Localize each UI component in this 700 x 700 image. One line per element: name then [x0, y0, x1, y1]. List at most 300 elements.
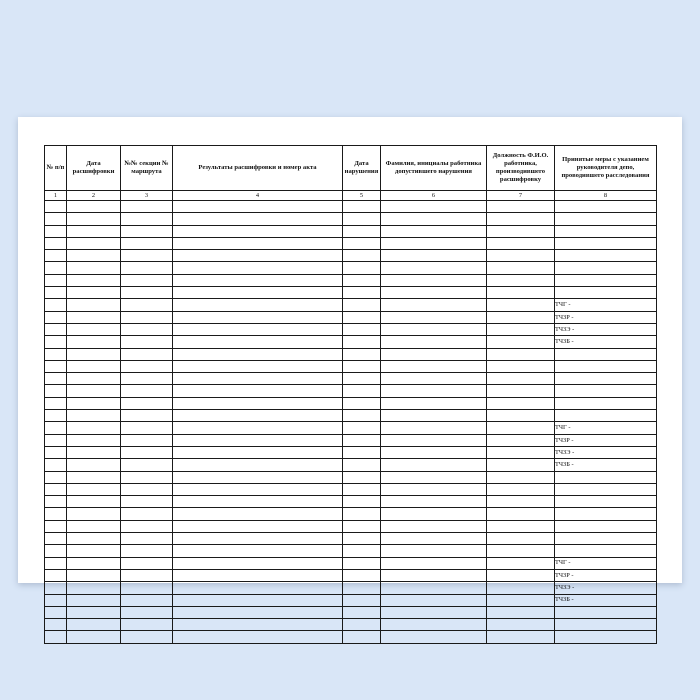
table-cell-r32-c1[interactable]	[45, 582, 67, 594]
table-cell-r7-c5[interactable]	[343, 274, 381, 286]
table-cell-r22-c6[interactable]	[381, 459, 487, 471]
table-cell-r13-c4[interactable]	[173, 348, 343, 360]
table-cell-r36-c8[interactable]	[555, 631, 657, 643]
table-cell-r19-c7[interactable]	[487, 422, 555, 434]
table-cell-r8-c3[interactable]	[121, 287, 173, 299]
table-row	[45, 533, 657, 545]
table-cell-r29-c5[interactable]	[343, 545, 381, 557]
table-cell-r26-c8[interactable]	[555, 508, 657, 520]
table-cell-r19-c1[interactable]	[45, 422, 67, 434]
table-cell-r10-c7[interactable]	[487, 311, 555, 323]
table-cell-r9-c1[interactable]	[45, 299, 67, 311]
table-cell-r1-c3[interactable]	[121, 201, 173, 213]
table-cell-r30-c5[interactable]	[343, 557, 381, 569]
table-cell-r25-c4[interactable]	[173, 496, 343, 508]
table-cell-r36-c1[interactable]	[45, 631, 67, 643]
table-cell-r23-c5[interactable]	[343, 471, 381, 483]
table-cell-filled-r9-c8[interactable]: ТЧГ -	[555, 299, 657, 311]
table-cell-r11-c1[interactable]	[45, 323, 67, 335]
table-cell-r20-c4[interactable]	[173, 434, 343, 446]
table-cell-r11-c2[interactable]	[67, 323, 121, 335]
table-cell-r6-c3[interactable]	[121, 262, 173, 274]
column-header-5: Дата нарушения	[343, 146, 381, 191]
table-cell-filled-r11-c8[interactable]: ТЧЗЭ -	[555, 323, 657, 335]
table-cell-r30-c3[interactable]	[121, 557, 173, 569]
table-cell-r10-c6[interactable]	[381, 311, 487, 323]
table-cell-r12-c4[interactable]	[173, 336, 343, 348]
table-cell-r13-c6[interactable]	[381, 348, 487, 360]
table-cell-r25-c8[interactable]	[555, 496, 657, 508]
table-row	[45, 385, 657, 397]
table-cell-r5-c1[interactable]	[45, 250, 67, 262]
table-cell-r3-c2[interactable]	[67, 225, 121, 237]
table-cell-r10-c5[interactable]	[343, 311, 381, 323]
table-cell-r8-c2[interactable]	[67, 287, 121, 299]
table-cell-r17-c3[interactable]	[121, 397, 173, 409]
table-cell-r15-c2[interactable]	[67, 373, 121, 385]
table-cell-r14-c2[interactable]	[67, 360, 121, 372]
table-cell-filled-r33-c8[interactable]: ТЧЗБ -	[555, 594, 657, 606]
table-cell-r32-c5[interactable]	[343, 582, 381, 594]
table-cell-r10-c2[interactable]	[67, 311, 121, 323]
table-cell-r30-c1[interactable]	[45, 557, 67, 569]
table-cell-filled-r12-c8[interactable]: ТЧЗБ -	[555, 336, 657, 348]
table-cell-r7-c3[interactable]	[121, 274, 173, 286]
table-cell-r17-c7[interactable]	[487, 397, 555, 409]
table-cell-r30-c2[interactable]	[67, 557, 121, 569]
table-cell-r17-c8[interactable]	[555, 397, 657, 409]
table-cell-r21-c2[interactable]	[67, 446, 121, 458]
column-number-2: 2	[67, 191, 121, 201]
table-cell-r25-c1[interactable]	[45, 496, 67, 508]
table-cell-r14-c1[interactable]	[45, 360, 67, 372]
table-cell-r1-c5[interactable]	[343, 201, 381, 213]
table-cell-r36-c3[interactable]	[121, 631, 173, 643]
table-cell-r14-c3[interactable]	[121, 360, 173, 372]
table-cell-r31-c5[interactable]	[343, 569, 381, 581]
table-cell-r12-c6[interactable]	[381, 336, 487, 348]
table-cell-r30-c7[interactable]	[487, 557, 555, 569]
table-cell-r27-c8[interactable]	[555, 520, 657, 532]
table-cell-r28-c4[interactable]	[173, 533, 343, 545]
table-cell-r34-c3[interactable]	[121, 606, 173, 618]
table-cell-r19-c2[interactable]	[67, 422, 121, 434]
table-cell-r35-c6[interactable]	[381, 619, 487, 631]
table-cell-r22-c2[interactable]	[67, 459, 121, 471]
table-cell-r30-c6[interactable]	[381, 557, 487, 569]
table-cell-r13-c2[interactable]	[67, 348, 121, 360]
table-cell-r34-c7[interactable]	[487, 606, 555, 618]
table-cell-r23-c7[interactable]	[487, 471, 555, 483]
table-cell-r23-c6[interactable]	[381, 471, 487, 483]
table-cell-r5-c4[interactable]	[173, 250, 343, 262]
table-cell-r8-c5[interactable]	[343, 287, 381, 299]
table-cell-r4-c2[interactable]	[67, 237, 121, 249]
table-cell-filled-r30-c8[interactable]: ТЧГ -	[555, 557, 657, 569]
table-cell-r5-c8[interactable]	[555, 250, 657, 262]
table-cell-r9-c7[interactable]	[487, 299, 555, 311]
table-cell-r26-c4[interactable]	[173, 508, 343, 520]
table-cell-r28-c7[interactable]	[487, 533, 555, 545]
table-cell-r36-c6[interactable]	[381, 631, 487, 643]
table-cell-r21-c4[interactable]	[173, 446, 343, 458]
table-cell-r6-c5[interactable]	[343, 262, 381, 274]
table-cell-r12-c7[interactable]	[487, 336, 555, 348]
table-cell-r27-c1[interactable]	[45, 520, 67, 532]
table-cell-r6-c2[interactable]	[67, 262, 121, 274]
table-cell-r33-c3[interactable]	[121, 594, 173, 606]
table-cell-r29-c8[interactable]	[555, 545, 657, 557]
table-cell-r16-c8[interactable]	[555, 385, 657, 397]
table-cell-r28-c6[interactable]	[381, 533, 487, 545]
table-cell-r4-c5[interactable]	[343, 237, 381, 249]
table-cell-r19-c5[interactable]	[343, 422, 381, 434]
table-cell-r35-c2[interactable]	[67, 619, 121, 631]
table-cell-r25-c5[interactable]	[343, 496, 381, 508]
table-cell-r9-c5[interactable]	[343, 299, 381, 311]
table-cell-r11-c4[interactable]	[173, 323, 343, 335]
table-cell-r24-c7[interactable]	[487, 483, 555, 495]
table-cell-r15-c6[interactable]	[381, 373, 487, 385]
table-cell-r18-c2[interactable]	[67, 410, 121, 422]
table-cell-r1-c4[interactable]	[173, 201, 343, 213]
table-cell-r7-c4[interactable]	[173, 274, 343, 286]
table-cell-r25-c7[interactable]	[487, 496, 555, 508]
table-cell-r33-c5[interactable]	[343, 594, 381, 606]
table-cell-filled-r21-c8[interactable]: ТЧЗЭ -	[555, 446, 657, 458]
table-cell-r18-c7[interactable]	[487, 410, 555, 422]
table-cell-r16-c3[interactable]	[121, 385, 173, 397]
table-cell-r3-c1[interactable]	[45, 225, 67, 237]
table-cell-r30-c4[interactable]	[173, 557, 343, 569]
table-cell-r24-c5[interactable]	[343, 483, 381, 495]
table-cell-r34-c1[interactable]	[45, 606, 67, 618]
table-cell-r23-c2[interactable]	[67, 471, 121, 483]
table-cell-r22-c5[interactable]	[343, 459, 381, 471]
table-cell-r16-c5[interactable]	[343, 385, 381, 397]
table-cell-r34-c8[interactable]	[555, 606, 657, 618]
table-cell-r22-c4[interactable]	[173, 459, 343, 471]
table-cell-r27-c6[interactable]	[381, 520, 487, 532]
table-cell-r23-c1[interactable]	[45, 471, 67, 483]
table-cell-r29-c1[interactable]	[45, 545, 67, 557]
table-cell-r20-c6[interactable]	[381, 434, 487, 446]
table-cell-r24-c3[interactable]	[121, 483, 173, 495]
table-cell-r4-c8[interactable]	[555, 237, 657, 249]
table-cell-r8-c7[interactable]	[487, 287, 555, 299]
table-cell-r23-c3[interactable]	[121, 471, 173, 483]
table-cell-r12-c3[interactable]	[121, 336, 173, 348]
table-cell-r11-c3[interactable]	[121, 323, 173, 335]
table-cell-filled-r19-c8[interactable]: ТЧГ -	[555, 422, 657, 434]
table-cell-r15-c4[interactable]	[173, 373, 343, 385]
table-cell-r20-c1[interactable]	[45, 434, 67, 446]
table-cell-r1-c2[interactable]	[67, 201, 121, 213]
table-cell-r16-c6[interactable]	[381, 385, 487, 397]
table-cell-r28-c1[interactable]	[45, 533, 67, 545]
table-cell-r20-c2[interactable]	[67, 434, 121, 446]
table-cell-r13-c7[interactable]	[487, 348, 555, 360]
table-cell-r36-c4[interactable]	[173, 631, 343, 643]
table-cell-r6-c4[interactable]	[173, 262, 343, 274]
table-cell-r3-c3[interactable]	[121, 225, 173, 237]
table-cell-r17-c2[interactable]	[67, 397, 121, 409]
table-cell-r23-c8[interactable]	[555, 471, 657, 483]
table-cell-r14-c6[interactable]	[381, 360, 487, 372]
table-cell-r29-c3[interactable]	[121, 545, 173, 557]
table-cell-r27-c5[interactable]	[343, 520, 381, 532]
table-cell-r14-c5[interactable]	[343, 360, 381, 372]
table-cell-r24-c6[interactable]	[381, 483, 487, 495]
table-cell-filled-r32-c8[interactable]: ТЧЗЭ -	[555, 582, 657, 594]
table-cell-r28-c2[interactable]	[67, 533, 121, 545]
table-cell-r29-c2[interactable]	[67, 545, 121, 557]
table-cell-r27-c3[interactable]	[121, 520, 173, 532]
table-cell-r32-c7[interactable]	[487, 582, 555, 594]
table-cell-r15-c7[interactable]	[487, 373, 555, 385]
table-cell-r11-c5[interactable]	[343, 323, 381, 335]
table-cell-r9-c3[interactable]	[121, 299, 173, 311]
table-row	[45, 557, 657, 569]
table-cell-r4-c4[interactable]	[173, 237, 343, 249]
table-cell-r15-c8[interactable]	[555, 373, 657, 385]
table-cell-r28-c5[interactable]	[343, 533, 381, 545]
table-cell-r22-c7[interactable]	[487, 459, 555, 471]
table-cell-r31-c2[interactable]	[67, 569, 121, 581]
table-cell-r1-c7[interactable]	[487, 201, 555, 213]
table-cell-r11-c6[interactable]	[381, 323, 487, 335]
table-cell-r17-c6[interactable]	[381, 397, 487, 409]
table-cell-r21-c3[interactable]	[121, 446, 173, 458]
table-cell-r6-c1[interactable]	[45, 262, 67, 274]
table-cell-r13-c5[interactable]	[343, 348, 381, 360]
table-cell-r2-c2[interactable]	[67, 213, 121, 225]
table-cell-r21-c1[interactable]	[45, 446, 67, 458]
table-cell-r24-c1[interactable]	[45, 483, 67, 495]
table-cell-r21-c7[interactable]	[487, 446, 555, 458]
table-cell-r21-c6[interactable]	[381, 446, 487, 458]
table-cell-r18-c5[interactable]	[343, 410, 381, 422]
table-cell-r3-c7[interactable]	[487, 225, 555, 237]
table-cell-r24-c2[interactable]	[67, 483, 121, 495]
table-cell-r35-c4[interactable]	[173, 619, 343, 631]
table-cell-r5-c3[interactable]	[121, 250, 173, 262]
table-cell-r16-c4[interactable]	[173, 385, 343, 397]
table-row	[45, 336, 657, 348]
table-cell-r15-c3[interactable]	[121, 373, 173, 385]
table-cell-r16-c1[interactable]	[45, 385, 67, 397]
table-cell-r14-c7[interactable]	[487, 360, 555, 372]
table-cell-r7-c1[interactable]	[45, 274, 67, 286]
table-cell-r11-c7[interactable]	[487, 323, 555, 335]
table-cell-r33-c1[interactable]	[45, 594, 67, 606]
table-cell-r5-c5[interactable]	[343, 250, 381, 262]
table-cell-r32-c2[interactable]	[67, 582, 121, 594]
table-cell-r29-c6[interactable]	[381, 545, 487, 557]
table-cell-r4-c1[interactable]	[45, 237, 67, 249]
table-cell-r34-c4[interactable]	[173, 606, 343, 618]
table-cell-r27-c7[interactable]	[487, 520, 555, 532]
table-cell-r19-c4[interactable]	[173, 422, 343, 434]
table-cell-r24-c4[interactable]	[173, 483, 343, 495]
table-cell-r20-c3[interactable]	[121, 434, 173, 446]
table-cell-r31-c4[interactable]	[173, 569, 343, 581]
table-cell-r19-c6[interactable]	[381, 422, 487, 434]
table-cell-r18-c3[interactable]	[121, 410, 173, 422]
table-cell-r25-c3[interactable]	[121, 496, 173, 508]
table-cell-r7-c6[interactable]	[381, 274, 487, 286]
table-cell-r27-c2[interactable]	[67, 520, 121, 532]
table-cell-r35-c3[interactable]	[121, 619, 173, 631]
table-cell-r29-c7[interactable]	[487, 545, 555, 557]
table-cell-r35-c1[interactable]	[45, 619, 67, 631]
table-cell-filled-r22-c8[interactable]: ТЧЗБ -	[555, 459, 657, 471]
column-header-4: Результаты расшифровки и номер акта	[173, 146, 343, 191]
table-row	[45, 508, 657, 520]
table-cell-r31-c1[interactable]	[45, 569, 67, 581]
table-cell-r6-c8[interactable]	[555, 262, 657, 274]
table-cell-r36-c5[interactable]	[343, 631, 381, 643]
table-cell-r9-c2[interactable]	[67, 299, 121, 311]
table-cell-r36-c2[interactable]	[67, 631, 121, 643]
table-cell-r33-c7[interactable]	[487, 594, 555, 606]
table-cell-r5-c6[interactable]	[381, 250, 487, 262]
table-cell-r15-c5[interactable]	[343, 373, 381, 385]
table-cell-r31-c6[interactable]	[381, 569, 487, 581]
table-cell-r7-c2[interactable]	[67, 274, 121, 286]
table-cell-r36-c7[interactable]	[487, 631, 555, 643]
table-cell-r23-c4[interactable]	[173, 471, 343, 483]
table-cell-r2-c8[interactable]	[555, 213, 657, 225]
table-cell-r3-c6[interactable]	[381, 225, 487, 237]
table-cell-filled-r31-c8[interactable]: ТЧЗР -	[555, 569, 657, 581]
table-cell-r35-c8[interactable]	[555, 619, 657, 631]
table-cell-r14-c4[interactable]	[173, 360, 343, 372]
table-cell-r22-c1[interactable]	[45, 459, 67, 471]
table-cell-r1-c1[interactable]	[45, 201, 67, 213]
table-cell-r17-c4[interactable]	[173, 397, 343, 409]
table-cell-r13-c1[interactable]	[45, 348, 67, 360]
table-cell-r26-c1[interactable]	[45, 508, 67, 520]
table-cell-r10-c3[interactable]	[121, 311, 173, 323]
table-cell-r3-c8[interactable]	[555, 225, 657, 237]
paper-sheet	[18, 117, 682, 604]
table-cell-r18-c4[interactable]	[173, 410, 343, 422]
table-cell-r25-c6[interactable]	[381, 496, 487, 508]
table-cell-r7-c7[interactable]	[487, 274, 555, 286]
table-cell-filled-r10-c8[interactable]: ТЧЗР -	[555, 311, 657, 323]
table-cell-r12-c1[interactable]	[45, 336, 67, 348]
table-cell-r10-c4[interactable]	[173, 311, 343, 323]
table-cell-r2-c1[interactable]	[45, 213, 67, 225]
table-cell-r26-c6[interactable]	[381, 508, 487, 520]
table-cell-r22-c3[interactable]	[121, 459, 173, 471]
table-cell-r1-c8[interactable]	[555, 201, 657, 213]
table-cell-r8-c8[interactable]	[555, 287, 657, 299]
table-cell-r33-c6[interactable]	[381, 594, 487, 606]
table-cell-r5-c7[interactable]	[487, 250, 555, 262]
table-cell-r18-c1[interactable]	[45, 410, 67, 422]
table-cell-r9-c6[interactable]	[381, 299, 487, 311]
table-cell-r3-c5[interactable]	[343, 225, 381, 237]
table-cell-r16-c7[interactable]	[487, 385, 555, 397]
table-cell-r32-c4[interactable]	[173, 582, 343, 594]
table-cell-r2-c4[interactable]	[173, 213, 343, 225]
table-cell-r33-c4[interactable]	[173, 594, 343, 606]
table-cell-r35-c5[interactable]	[343, 619, 381, 631]
table-cell-r2-c7[interactable]	[487, 213, 555, 225]
table-cell-r2-c5[interactable]	[343, 213, 381, 225]
table-cell-r31-c3[interactable]	[121, 569, 173, 581]
table-cell-r18-c8[interactable]	[555, 410, 657, 422]
table-cell-r24-c8[interactable]	[555, 483, 657, 495]
table-cell-r3-c4[interactable]	[173, 225, 343, 237]
table-cell-r28-c3[interactable]	[121, 533, 173, 545]
table-cell-r17-c5[interactable]	[343, 397, 381, 409]
table-cell-r32-c3[interactable]	[121, 582, 173, 594]
table-cell-r20-c5[interactable]	[343, 434, 381, 446]
table-cell-filled-r20-c8[interactable]: ТЧЗР -	[555, 434, 657, 446]
table-cell-r12-c2[interactable]	[67, 336, 121, 348]
table-cell-r2-c3[interactable]	[121, 213, 173, 225]
table-cell-r31-c7[interactable]	[487, 569, 555, 581]
table-cell-r16-c2[interactable]	[67, 385, 121, 397]
table-cell-r26-c7[interactable]	[487, 508, 555, 520]
table-cell-r14-c8[interactable]	[555, 360, 657, 372]
table-cell-r8-c4[interactable]	[173, 287, 343, 299]
table-cell-r19-c3[interactable]	[121, 422, 173, 434]
table-cell-r13-c8[interactable]	[555, 348, 657, 360]
table-cell-r20-c7[interactable]	[487, 434, 555, 446]
column-header-7: Должность Ф.И.О. работника, производившего расшифровку	[487, 146, 555, 191]
table-cell-r26-c3[interactable]	[121, 508, 173, 520]
table-cell-r27-c4[interactable]	[173, 520, 343, 532]
table-cell-r5-c2[interactable]	[67, 250, 121, 262]
table-cell-r9-c4[interactable]	[173, 299, 343, 311]
table-row	[45, 434, 657, 446]
column-number-6: 6	[381, 191, 487, 201]
table-cell-r29-c4[interactable]	[173, 545, 343, 557]
table-cell-r25-c2[interactable]	[67, 496, 121, 508]
table-cell-r32-c6[interactable]	[381, 582, 487, 594]
table-cell-r4-c7[interactable]	[487, 237, 555, 249]
table-cell-r21-c5[interactable]	[343, 446, 381, 458]
table-cell-r8-c1[interactable]	[45, 287, 67, 299]
table-cell-r7-c8[interactable]	[555, 274, 657, 286]
table-cell-r4-c3[interactable]	[121, 237, 173, 249]
table-cell-r2-c6[interactable]	[381, 213, 487, 225]
table-cell-r13-c3[interactable]	[121, 348, 173, 360]
table-cell-r34-c6[interactable]	[381, 606, 487, 618]
table-cell-r6-c6[interactable]	[381, 262, 487, 274]
table-cell-r10-c1[interactable]	[45, 311, 67, 323]
table-cell-r34-c2[interactable]	[67, 606, 121, 618]
table-cell-r18-c6[interactable]	[381, 410, 487, 422]
table-cell-r26-c2[interactable]	[67, 508, 121, 520]
table-cell-r17-c1[interactable]	[45, 397, 67, 409]
table-cell-r26-c5[interactable]	[343, 508, 381, 520]
table-cell-r15-c1[interactable]	[45, 373, 67, 385]
table-cell-r1-c6[interactable]	[381, 201, 487, 213]
table-cell-r34-c5[interactable]	[343, 606, 381, 618]
table-cell-r6-c7[interactable]	[487, 262, 555, 274]
table-cell-r33-c2[interactable]	[67, 594, 121, 606]
table-cell-r28-c8[interactable]	[555, 533, 657, 545]
table-cell-r12-c5[interactable]	[343, 336, 381, 348]
table-cell-r8-c6[interactable]	[381, 287, 487, 299]
table-cell-r35-c7[interactable]	[487, 619, 555, 631]
table-cell-r4-c6[interactable]	[381, 237, 487, 249]
